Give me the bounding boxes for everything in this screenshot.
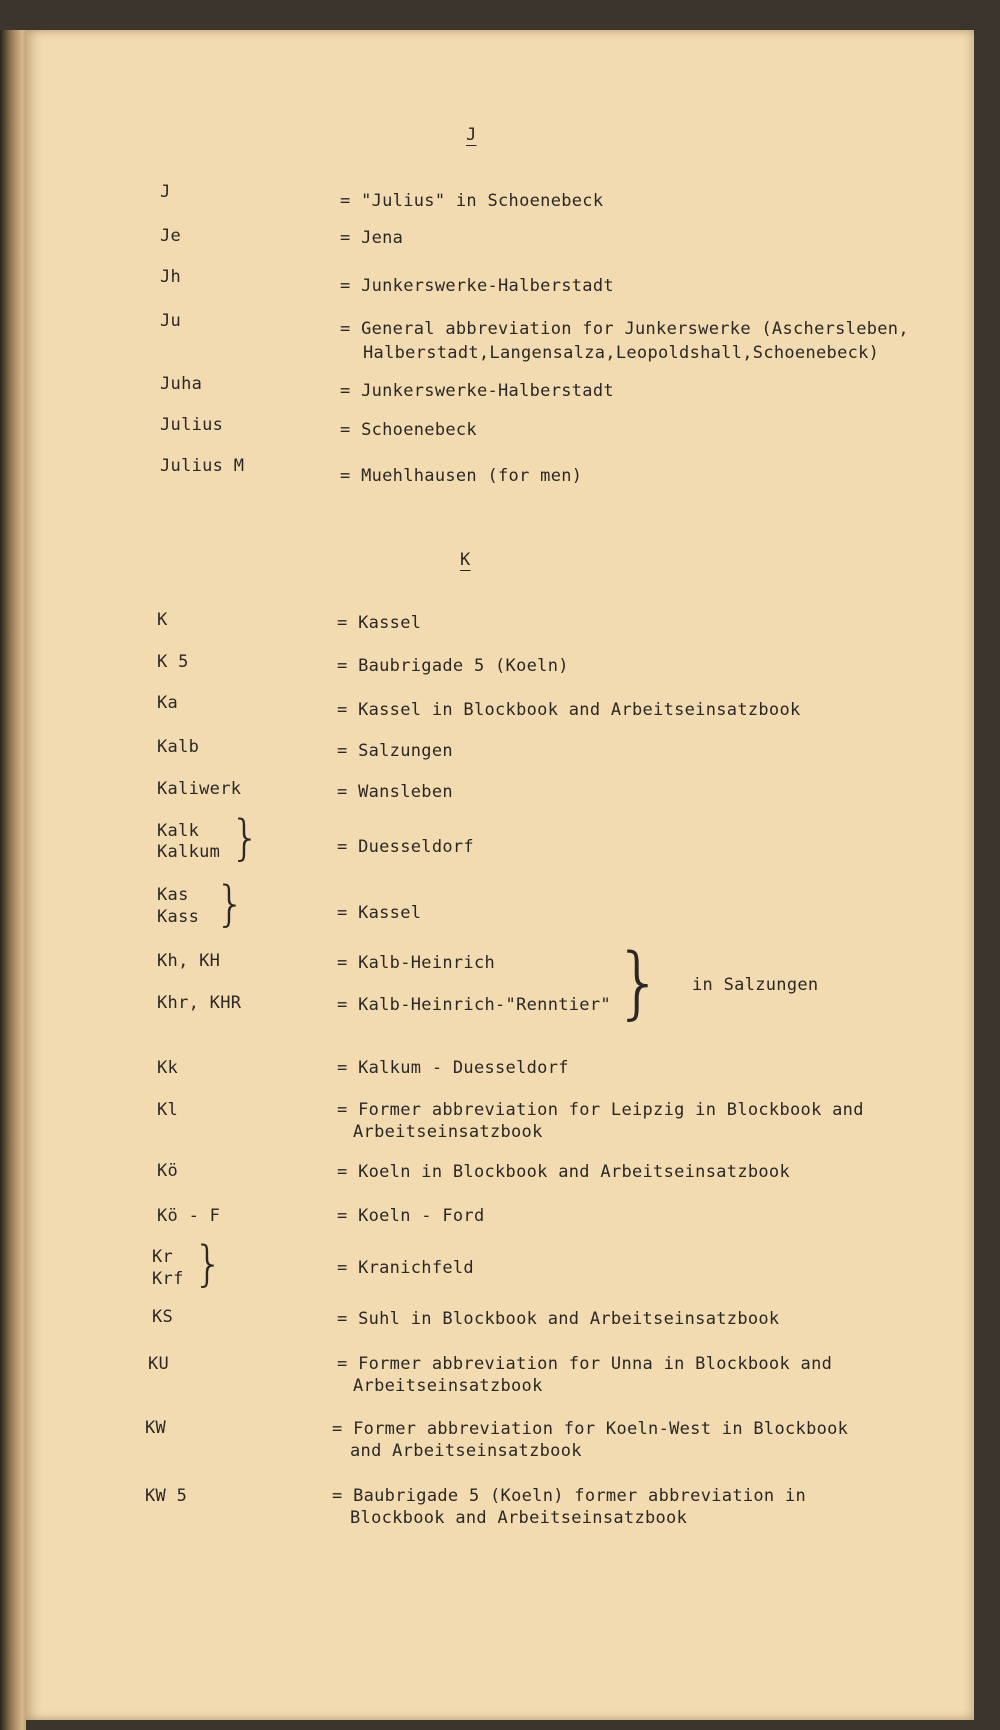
desc: = Kalb-Heinrich-"Renntier" [337, 995, 611, 1015]
abbr: KW 5 [145, 1486, 188, 1506]
desc: = Former abbreviation for Koeln-West in Blockbook [332, 1419, 849, 1439]
desc: = Baubrigade 5 (Koeln) [337, 656, 569, 676]
abbr: K 5 [157, 652, 189, 672]
abbr: Kalk [157, 821, 200, 841]
desc: = Muehlhausen (for men) [340, 466, 583, 486]
desc: = Kalkum - Duesseldorf [337, 1058, 569, 1078]
brace-icon: } [230, 810, 261, 866]
abbr: Kl [157, 1100, 179, 1120]
desc: = Kassel [337, 613, 422, 633]
desc: = Baubrigade 5 (Koeln) former abbreviation in [332, 1486, 807, 1506]
abbr: Kö - F [157, 1206, 221, 1226]
section-heading-k: K [460, 550, 471, 570]
desc: = Duesseldorf [337, 837, 474, 857]
brace-icon: } [193, 1236, 224, 1292]
desc: = General abbreviation for Junkerswerke (Aschersleben, [340, 319, 909, 339]
desc: = Salzungen [337, 741, 453, 761]
abbr: Je [160, 226, 182, 246]
abbr: Jh [160, 267, 182, 287]
abbr: KU [148, 1354, 170, 1374]
abbr: Kk [157, 1058, 179, 1078]
abbr-cont: Krf [152, 1269, 184, 1289]
abbr: Kö [157, 1161, 179, 1181]
desc-cont: Halberstadt,Langensalza,Leopoldshall,Schoenebeck) [363, 343, 880, 363]
book-spine [0, 30, 26, 1730]
abbr: J [160, 182, 171, 202]
abbr: KS [152, 1307, 174, 1327]
group-note: in Salzungen [692, 975, 819, 995]
desc: = Junkerswerke-Halberstadt [340, 276, 614, 296]
abbr: Ju [160, 311, 182, 331]
desc-cont: Blockbook and Arbeitseinsatzbook [350, 1508, 688, 1528]
brace-icon: } [614, 938, 664, 1028]
abbr: Kalb [157, 737, 200, 757]
desc: = "Julius" in Schoenebeck [340, 191, 604, 211]
section-heading-j: J [466, 125, 477, 145]
desc: = Kranichfeld [337, 1258, 474, 1278]
desc-cont: Arbeitseinsatzbook [353, 1376, 543, 1396]
abbr: Kh, KH [157, 951, 221, 971]
desc: = Kassel in Blockbook and Arbeitseinsatzbook [337, 700, 801, 720]
abbr: Julius M [160, 456, 245, 476]
desc-cont: and Arbeitseinsatzbook [350, 1441, 582, 1461]
abbr: K [157, 610, 168, 630]
desc: = Jena [340, 228, 404, 248]
abbr-cont: Kalkum [157, 842, 221, 862]
abbr: Kr [152, 1247, 174, 1267]
desc: = Junkerswerke-Halberstadt [340, 381, 614, 401]
abbr: Julius [160, 415, 224, 435]
desc: = Wansleben [337, 782, 453, 802]
abbr: Kaliwerk [157, 779, 242, 799]
abbr: Kas [157, 885, 189, 905]
desc: = Koeln - Ford [337, 1206, 485, 1226]
abbr: Ka [157, 693, 179, 713]
abbr-cont: Kass [157, 907, 200, 927]
abbr: KW [145, 1418, 167, 1438]
desc: = Koeln in Blockbook and Arbeitseinsatzbook [337, 1162, 790, 1182]
desc: = Kassel [337, 903, 422, 923]
brace-icon: } [215, 876, 246, 932]
abbr: Juha [160, 374, 203, 394]
desc: = Former abbreviation for Unna in Blockbook and [337, 1354, 833, 1374]
desc: = Kalb-Heinrich [337, 953, 496, 973]
abbr: Khr, KHR [157, 993, 242, 1013]
desc-cont: Arbeitseinsatzbook [353, 1122, 543, 1142]
desc: = Former abbreviation for Leipzig in Blockbook and [337, 1100, 864, 1120]
desc: = Suhl in Blockbook and Arbeitseinsatzbook [337, 1309, 780, 1329]
desc: = Schoenebeck [340, 420, 477, 440]
